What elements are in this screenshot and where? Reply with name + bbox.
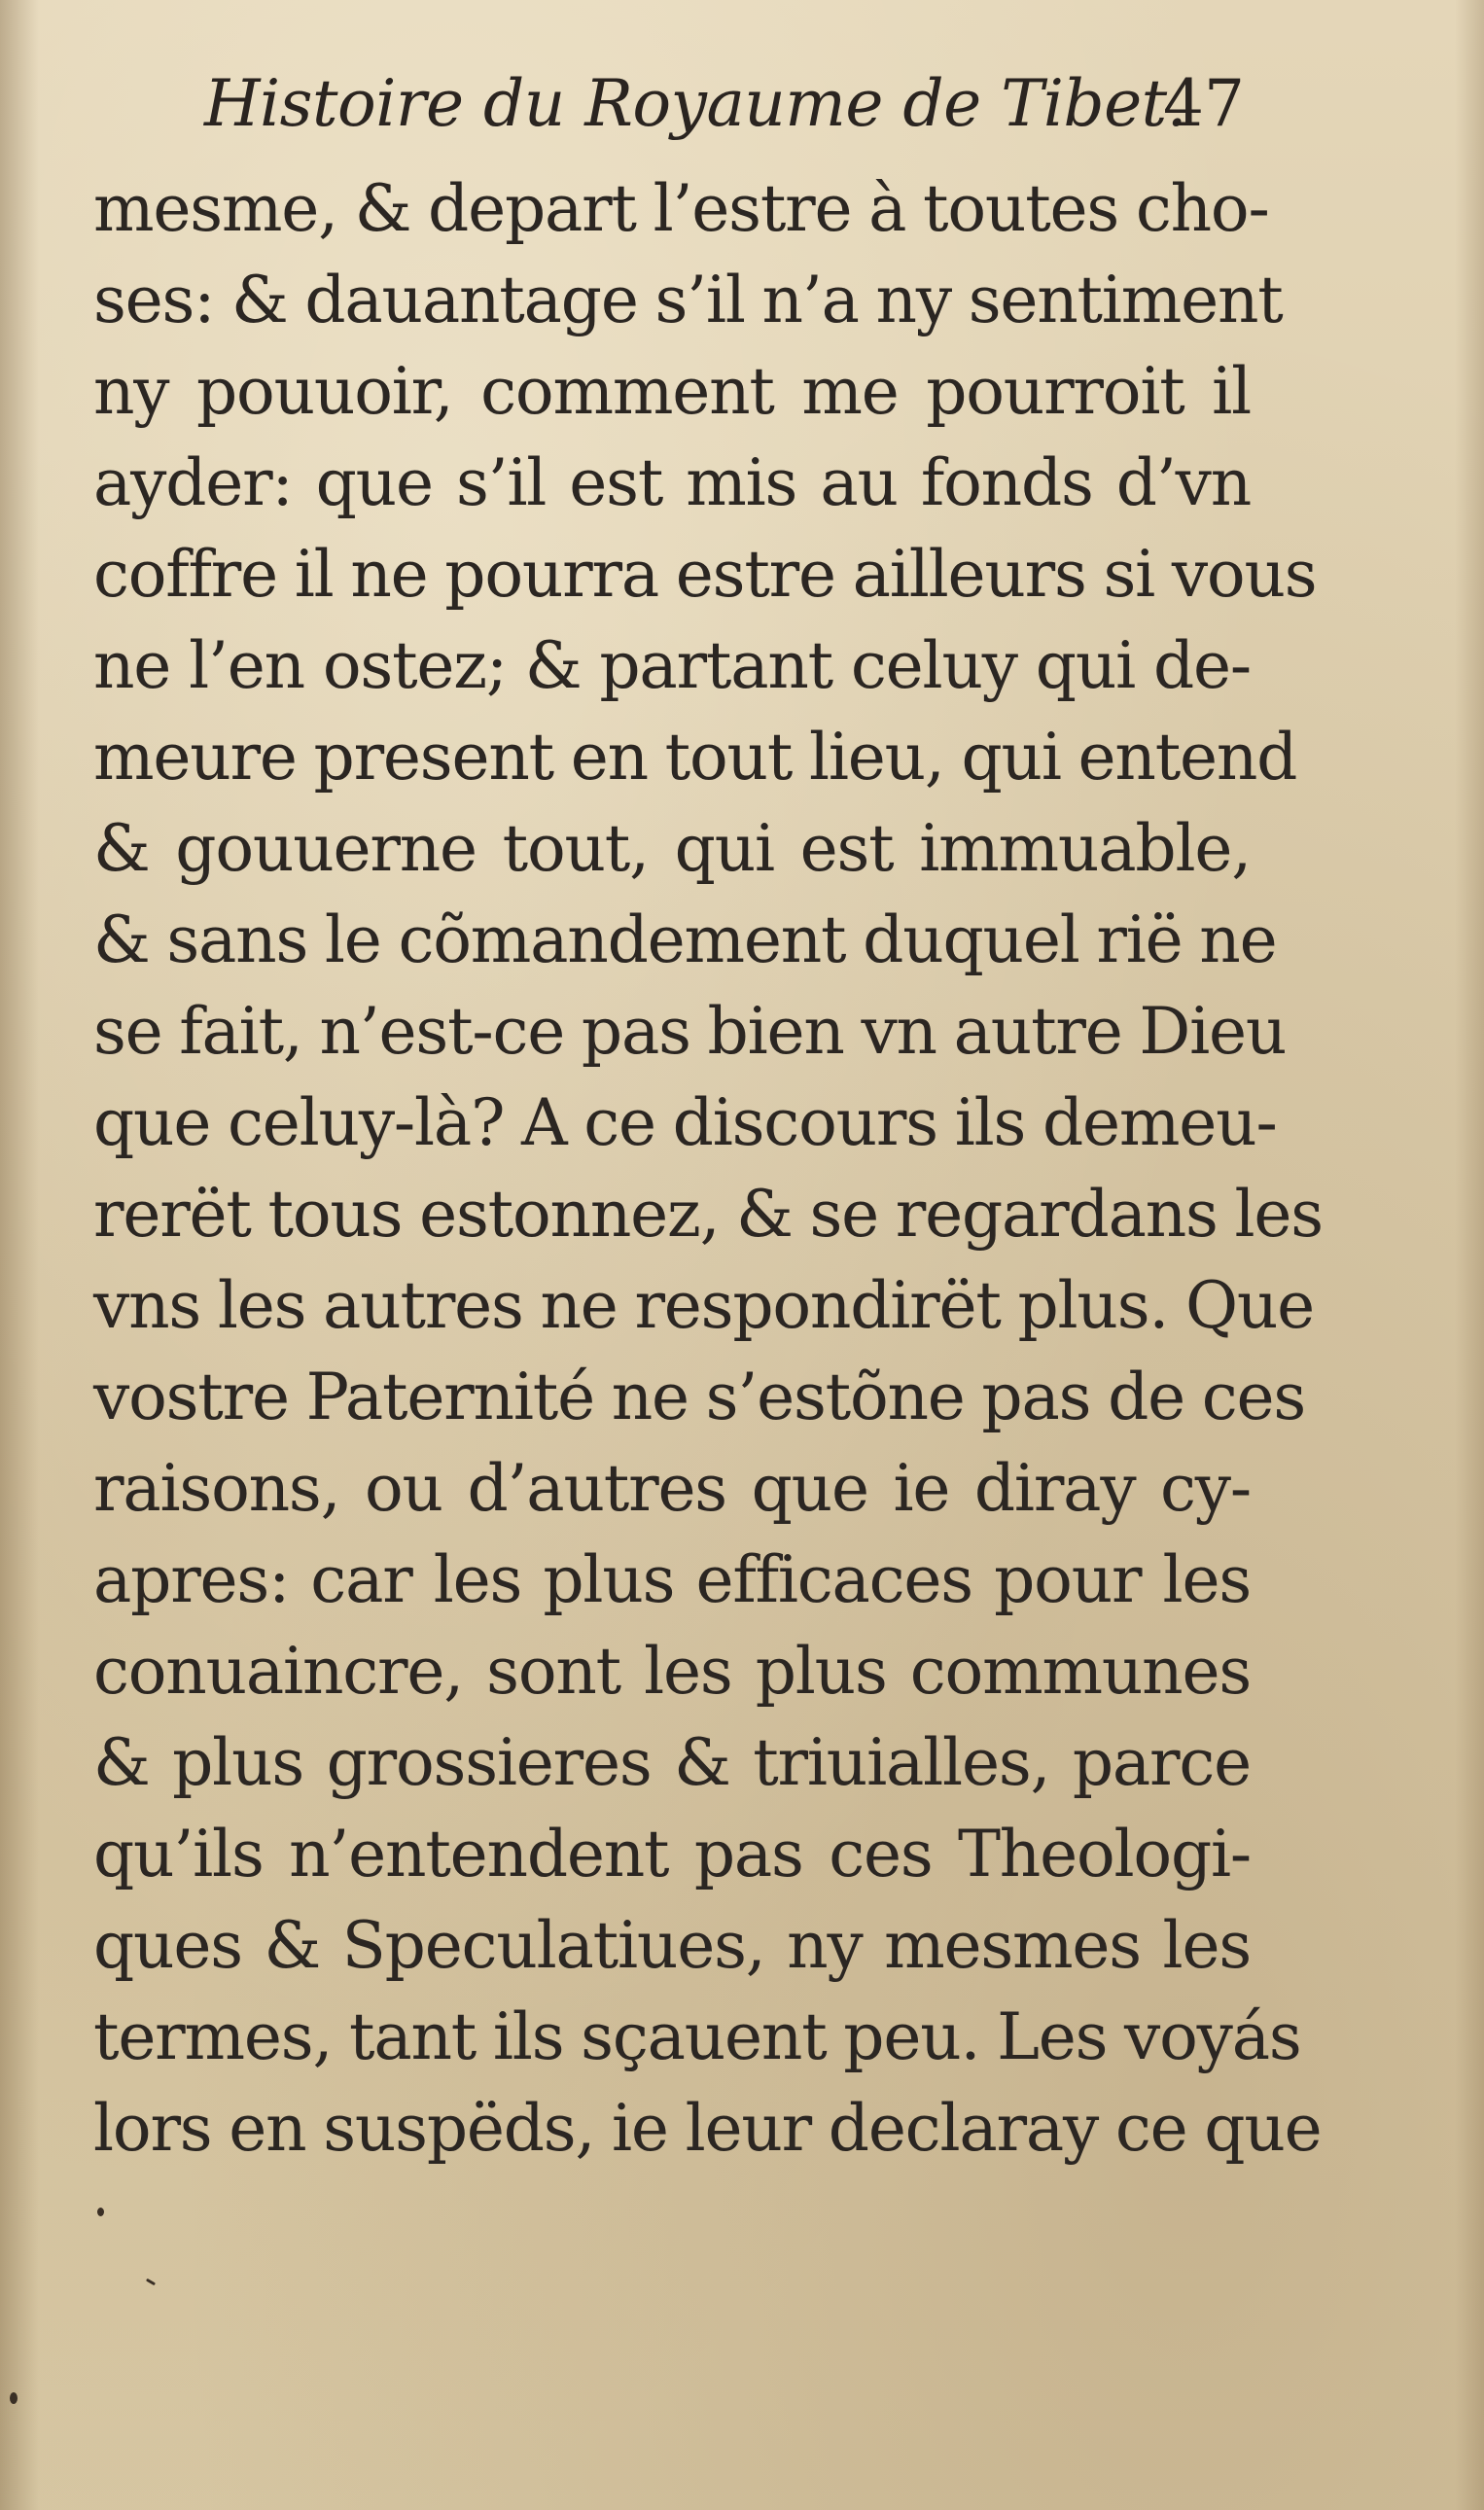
page-number: 47: [1163, 66, 1245, 141]
ink-speck: [10, 2392, 18, 2404]
text-line: ayder: que s’il est mis au fonds d’vn: [93, 445, 1251, 520]
ink-speck: [146, 2279, 156, 2286]
text-line: coffre il ne pourra estre ailleurs si vous: [93, 537, 1317, 612]
text-line: que celuy-là? A ce discours ils demeu-: [93, 1085, 1277, 1160]
text-line: & plus grossieres & triuialles, parce: [93, 1725, 1251, 1800]
text-line: lors en suspëds, ie leur declaray ce que: [93, 2091, 1322, 2166]
gutter-shadow: [0, 0, 39, 2510]
page-edge-shadow: [1455, 0, 1484, 2510]
ink-speck: [97, 2208, 104, 2216]
text-line: & sans le cõmandement duquel rië ne: [93, 902, 1277, 977]
text-line: vostre Paternité ne s’estõne pas de ces: [93, 1360, 1306, 1434]
text-line: apres: car les plus efficaces pour les: [93, 1542, 1251, 1617]
text-line: conuaincre, sont les plus communes: [93, 1634, 1251, 1709]
text-line: rerët tous estonnez, & se regardans les: [93, 1177, 1323, 1252]
page-header: [204, 66, 1245, 163]
text-line: vns les autres ne respondirët plus. Que: [93, 1268, 1315, 1343]
body-text: [93, 163, 1323, 2174]
text-line: ny pouuoir, comment me pourroit il: [93, 354, 1251, 429]
text-line: & gouuerne tout, qui est immuable,: [93, 811, 1251, 886]
running-head: Histoire du Royaume de Tibet.: [204, 66, 1187, 141]
text-line: ques & Speculatiues, ny mesmes les: [93, 1908, 1251, 1983]
text-line: qu’ils n’entendent pas ces Theologi-: [93, 1817, 1251, 1891]
text-line: se fait, n’est-ce pas bien vn autre Dieu: [93, 994, 1287, 1069]
text-line: ses: & dauantage s’il n’a ny sentiment: [93, 263, 1283, 337]
text-line: ne l’en ostez; & partant celuy qui de-: [93, 628, 1251, 703]
text-line: termes, tant ils sçauent peu. Les voyás: [93, 1999, 1301, 2074]
text-line: mesme, & depart l’estre à toutes cho-: [93, 171, 1269, 246]
text-line: raisons, ou d’autres que ie diray cy-: [93, 1451, 1251, 1526]
text-line: meure present en tout lieu, qui entend: [93, 720, 1297, 795]
